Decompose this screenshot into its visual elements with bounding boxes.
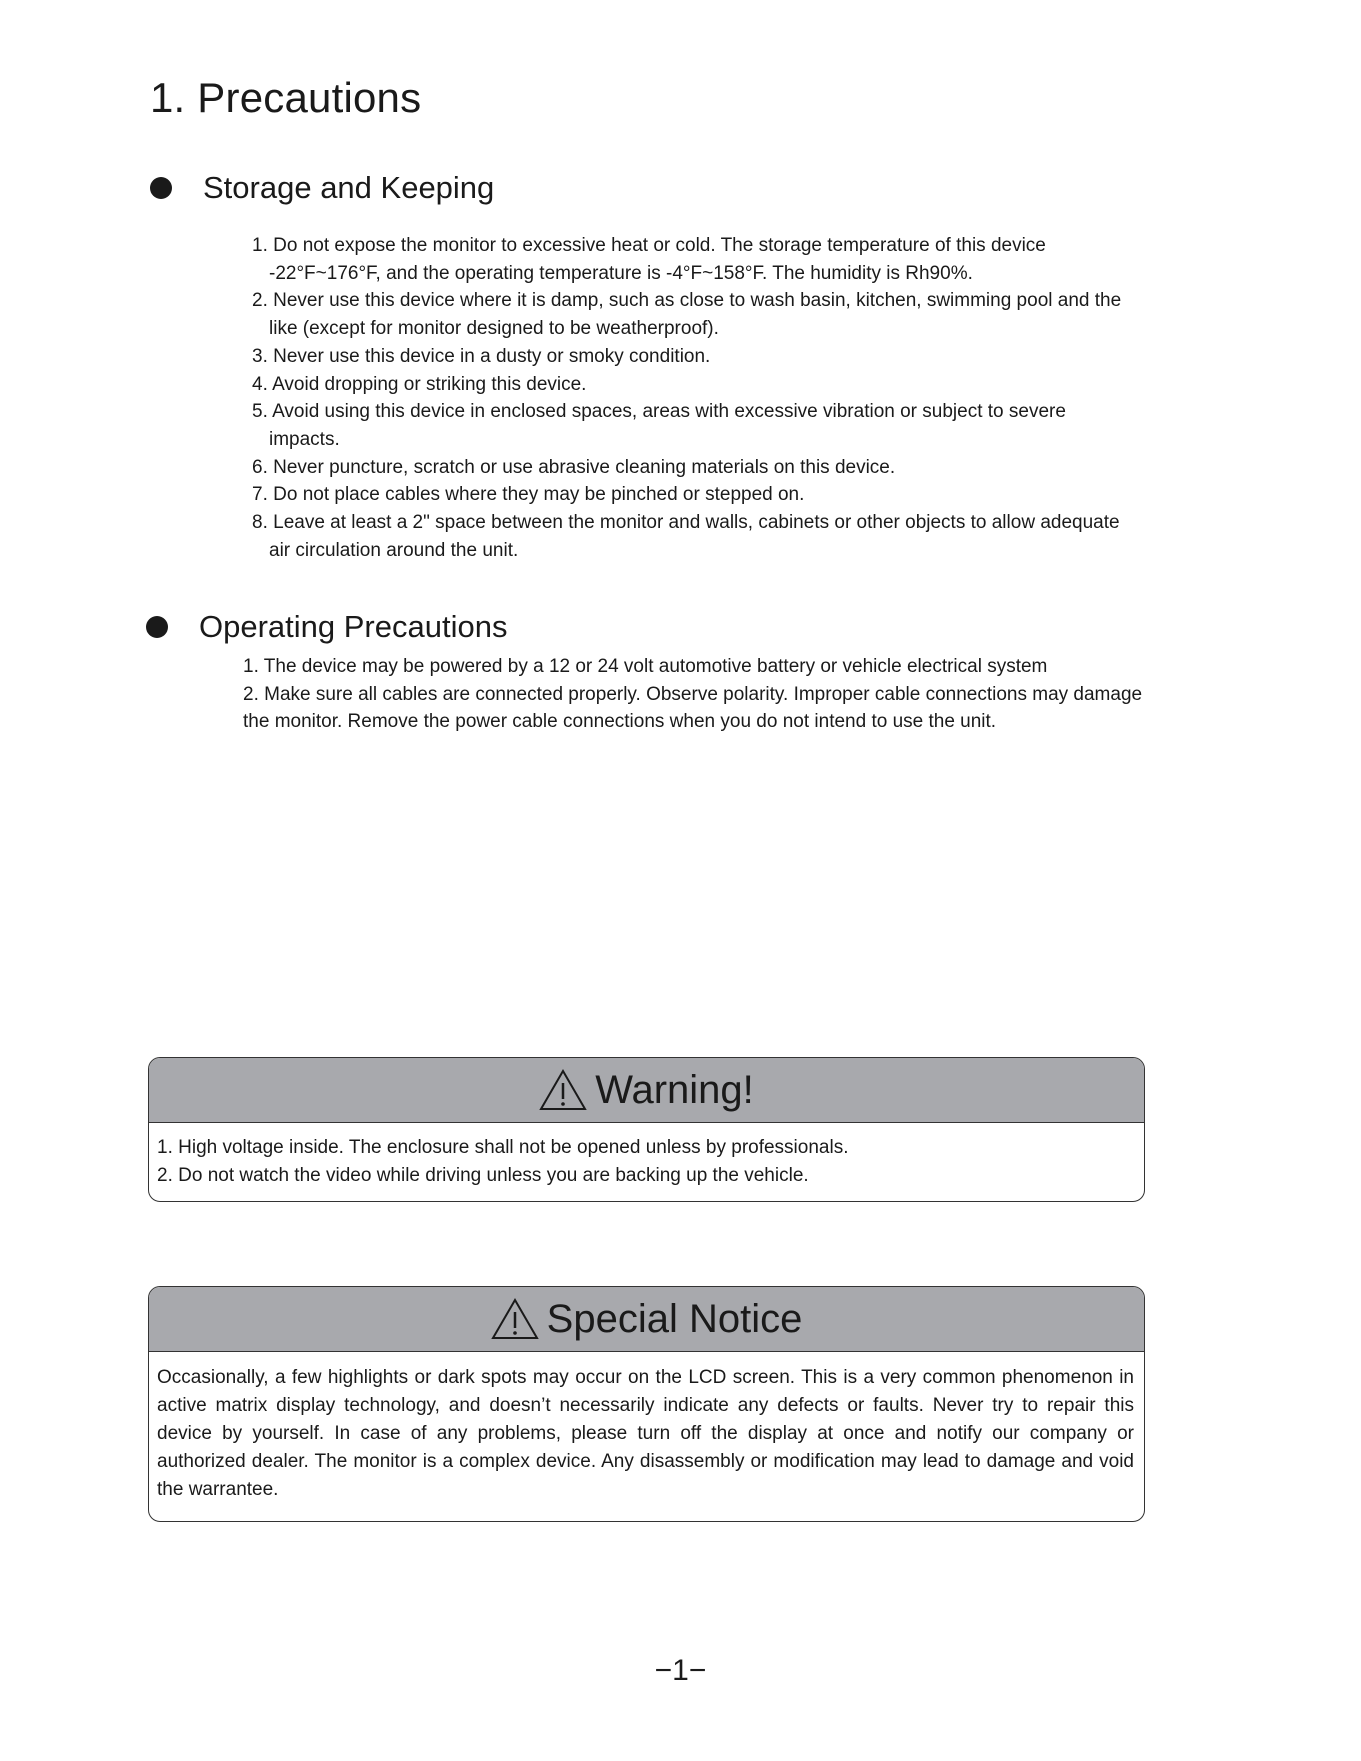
operating-list — [243, 653, 1143, 736]
bullet-icon — [146, 616, 168, 638]
list-item: 2. Make sure all cables are connected properly. Observe polarity. Improper cable connections may damage the monitor. Remove the power cable connections when you do not intend to use the unit. — [243, 683, 1143, 733]
special-notice-title: Special Notice — [546, 1296, 803, 1341]
list-item: 7. Do not place cables where they may be pinched or stepped on. — [252, 484, 805, 506]
section-heading-operating — [146, 609, 507, 645]
bullet-icon — [150, 177, 172, 199]
special-notice-header — [149, 1287, 1144, 1352]
warning-item: 2. Do not watch the video while driving unless you are backing up the vehicle. — [157, 1165, 809, 1186]
special-notice-box — [148, 1286, 1145, 1522]
warning-triangle-icon — [491, 1298, 539, 1340]
list-item: 1. The device may be powered by a 12 or 24 volt automotive battery or vehicle electrical system — [243, 656, 1048, 677]
special-notice-body — [149, 1352, 1144, 1504]
list-item: 6. Never puncture, scratch or use abrasive cleaning materials on this device. — [252, 456, 896, 478]
warning-item: 1. High voltage inside. The enclosure shall not be opened unless by professionals. — [157, 1137, 849, 1158]
section-heading-label: Storage and Keeping — [203, 170, 495, 205]
list-item: 3. Never use this device in a dusty or smoky condition. — [252, 345, 711, 367]
page-title: 1. Precautions — [150, 74, 422, 121]
special-notice-text: Occasionally, a few highlights or dark spots may occur on the LCD screen. This is a very common phenomenon in active matrix display technology, and doesn’t necessarily indicate any defects or faults. Never try to repair this device by yourself. In case of any problems, please turn off the display at once and notify our company or authorized dealer. The monitor is a complex device. Any disassembly or modification may lead to damage and void the warrantee. — [157, 1367, 1134, 1500]
list-item: 5. Avoid using this device in enclosed spaces, areas with excessive vibration or subject to severe impacts. — [252, 401, 1066, 450]
warning-title: Warning! — [595, 1067, 754, 1112]
warning-box — [148, 1057, 1145, 1202]
list-item: 1. Do not expose the monitor to excessive heat or cold. The storage temperature of this device -22°F~176°F, and the operating temperature is -4°F~158°F. The humidity is Rh90%. — [252, 235, 1046, 284]
page-number: −1− — [654, 1654, 707, 1687]
list-item: 2. Never use this device where it is damp, such as close to wash basin, kitchen, swimming pool and the like (except for monitor designed to be weatherproof). — [252, 290, 1122, 340]
warning-triangle-icon — [539, 1069, 587, 1111]
list-item: 8. Leave at least a 2" space between the monitor and walls, cabinets or other objects to allow adequate air circulation around the unit. — [252, 512, 1120, 561]
storage-list — [252, 232, 1132, 564]
warning-header — [149, 1058, 1144, 1123]
warning-body — [149, 1123, 1144, 1190]
section-heading-label: Operating Precautions — [199, 609, 508, 644]
section-heading-storage — [150, 170, 494, 206]
list-item: 4. Avoid dropping or striking this device. — [252, 373, 587, 395]
